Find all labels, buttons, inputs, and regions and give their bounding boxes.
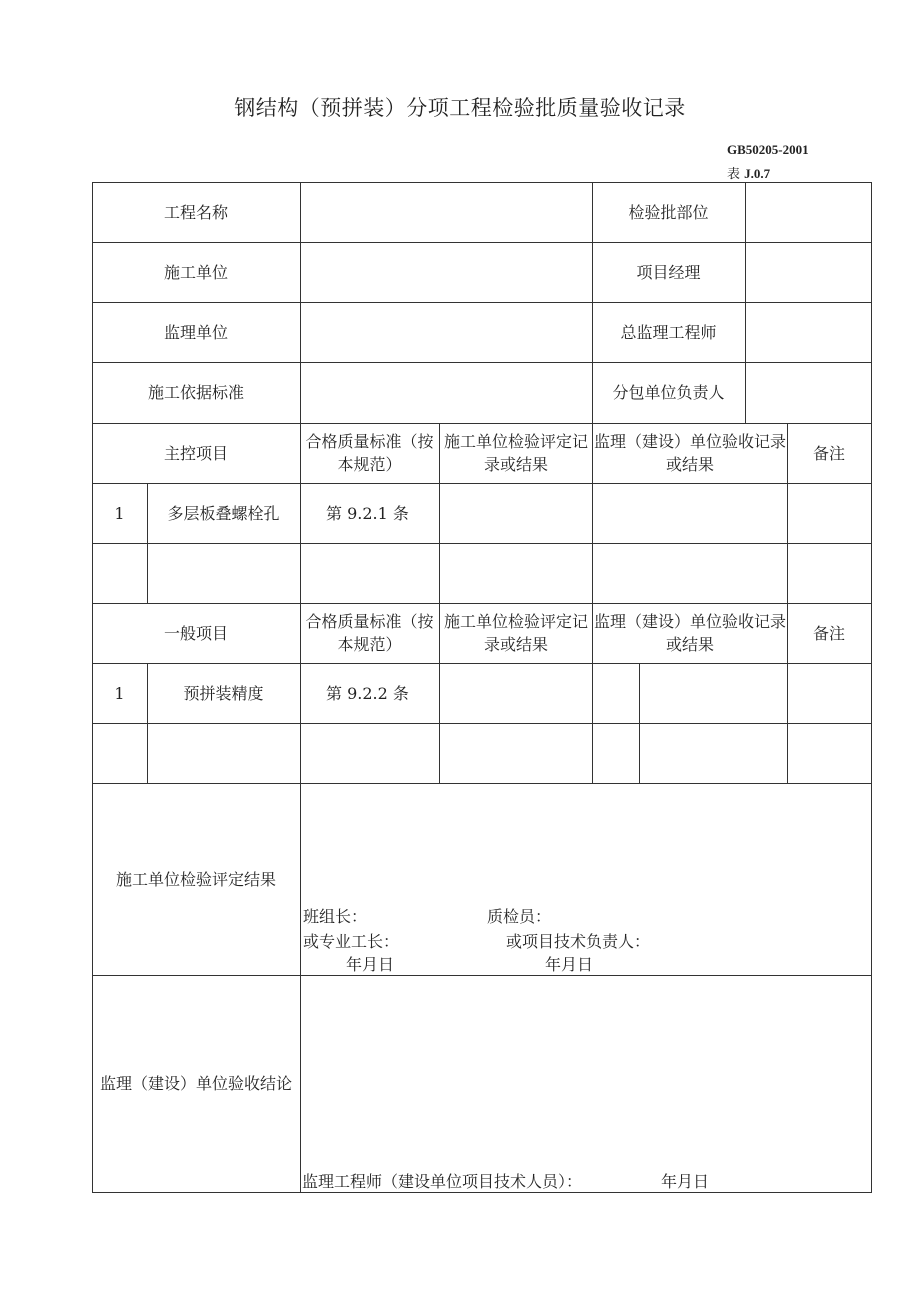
project-name-value[interactable] <box>300 182 592 242</box>
supervision-unit-label: 监理单位 <box>163 322 228 342</box>
chief-supervisor-label: 总监理工程师 <box>620 322 717 342</box>
general-item-supervisor-result[interactable] <box>639 663 787 723</box>
supervision-unit-value[interactable] <box>300 302 592 362</box>
table-number-code: J.0.7 <box>744 166 771 181</box>
contractor-date-right: 年月日 <box>545 955 594 974</box>
foreman-signature: 或专业工长： <box>303 932 400 951</box>
general-col-supervisor: 监理（建设）单位验收记录或结果 <box>594 612 787 654</box>
main-item-clause: 第 9.2.1 条 <box>326 503 409 523</box>
main-item-remarks[interactable] <box>787 483 871 543</box>
quality-inspector-signature: 质检员： <box>487 907 552 926</box>
grid-line <box>92 543 872 544</box>
project-manager-value[interactable] <box>745 242 871 302</box>
table-number <box>727 163 770 182</box>
project-name-label: 工程名称 <box>163 202 228 222</box>
general-item-contractor-result[interactable] <box>439 663 592 723</box>
general-col-contractor: 施工单位检验评定记录或结果 <box>443 612 588 654</box>
construction-standard-label: 施工依据标准 <box>147 383 244 402</box>
standard-code: GB50205-2001 <box>727 142 809 157</box>
inspection-lot-location-label: 检验批部位 <box>628 202 709 222</box>
main-item-contractor-result[interactable] <box>439 483 592 543</box>
tech-lead-signature: 或项目技术负责人： <box>506 932 651 951</box>
main-item-number: 1 <box>114 503 125 523</box>
table-number-prefix: 表 <box>727 167 741 182</box>
contractor-date-left: 年月日 <box>346 955 395 974</box>
main-control-col-remarks: 备注 <box>812 443 845 463</box>
subcontractor-lead-value[interactable] <box>745 362 871 423</box>
general-col-standard: 合格质量标准（按本规范） <box>305 612 434 654</box>
general-item-number: 1 <box>114 683 125 703</box>
general-item-clause: 第 9.2.2 条 <box>326 683 409 703</box>
construction-standard-value[interactable] <box>300 362 592 423</box>
main-control-section-label: 主控项目 <box>163 443 228 463</box>
grid-line <box>92 1192 872 1193</box>
grid-line <box>871 182 872 1193</box>
grid-line <box>92 723 872 724</box>
project-manager-label: 项目经理 <box>636 262 701 282</box>
supervisor-conclusion-label: 监理（建设）单位验收结论 <box>99 1074 292 1093</box>
main-control-col-contractor: 施工单位检验评定记录或结果 <box>443 432 588 474</box>
contractor-result-label: 施工单位检验评定结果 <box>115 869 276 889</box>
page-title: 钢结构（预拼装）分项工程检验批质量验收记录 <box>234 96 686 120</box>
general-item-name: 预拼装精度 <box>183 683 264 703</box>
main-control-col-standard: 合格质量标准（按本规范） <box>305 432 434 474</box>
subcontractor-lead-label: 分包单位负责人 <box>612 383 725 402</box>
main-item-supervisor-result[interactable] <box>592 483 787 543</box>
supervisor-date: 年月日 <box>661 1172 710 1191</box>
main-item-name: 多层板叠螺栓孔 <box>167 503 280 523</box>
contractor-value[interactable] <box>300 242 592 302</box>
team-leader-signature: 班组长： <box>303 907 368 926</box>
supervising-engineer-signature: 监理工程师（建设单位项目技术人员）： <box>302 1172 583 1191</box>
contractor-label: 施工单位 <box>163 262 228 282</box>
general-col-remarks: 备注 <box>812 623 845 643</box>
grid-line <box>439 423 440 784</box>
main-control-col-supervisor: 监理（建设）单位验收记录或结果 <box>594 432 787 474</box>
general-section-label: 一般项目 <box>163 623 228 643</box>
chief-supervisor-value[interactable] <box>745 302 871 362</box>
inspection-lot-location-value[interactable] <box>745 182 871 242</box>
